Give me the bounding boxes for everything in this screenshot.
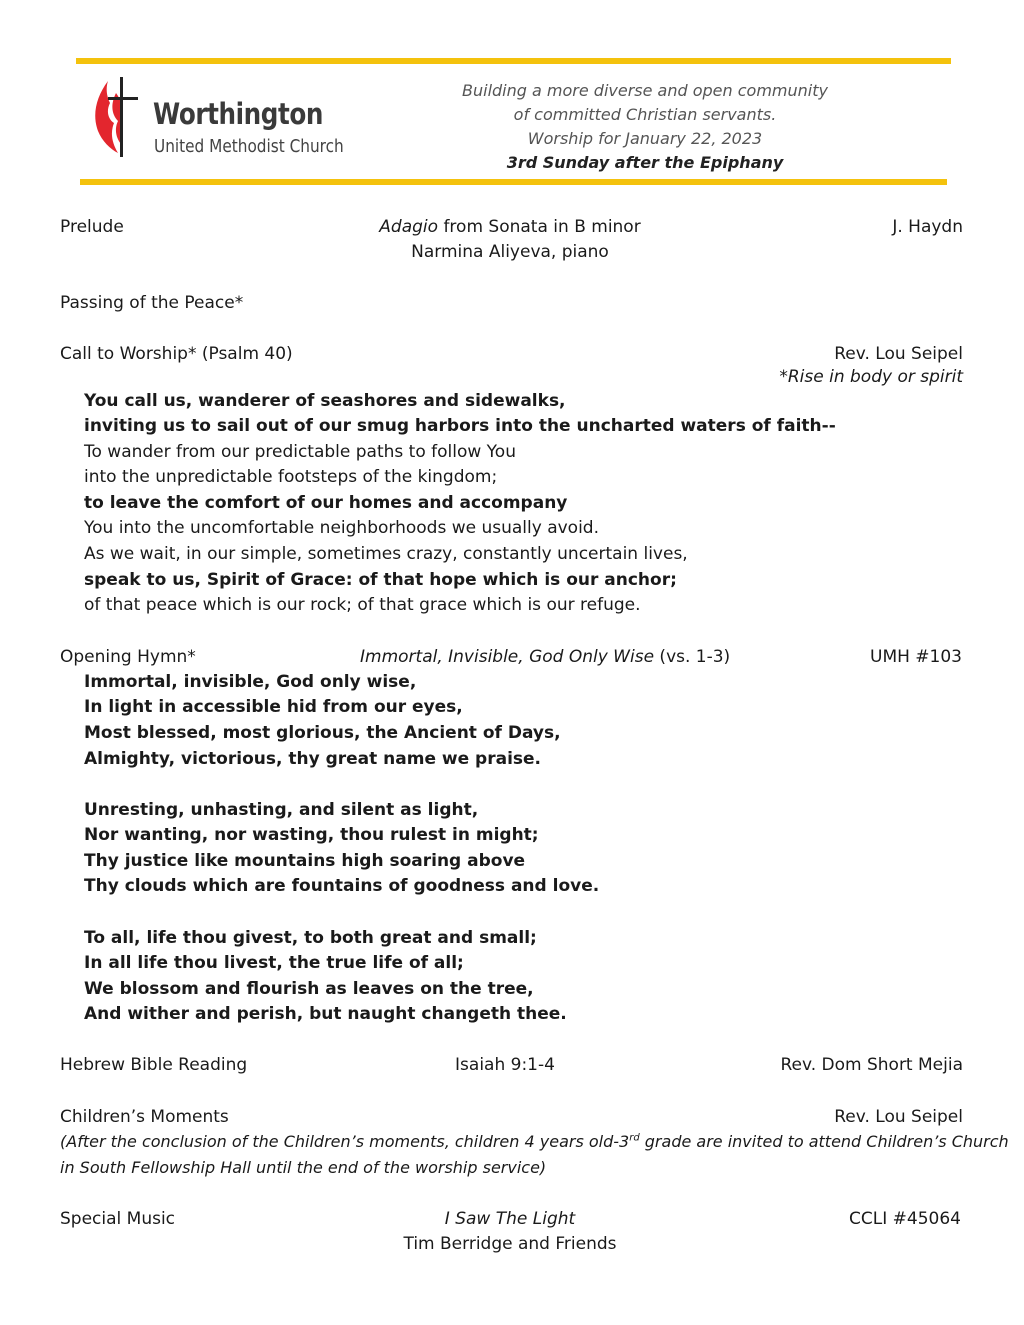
children-note-line-1: [60, 1132, 1009, 1151]
call-to-worship-label: Call to Worship* (Psalm 40): [60, 344, 293, 364]
liturgical-sunday: 3rd Sunday after the Epiphany: [506, 153, 784, 172]
hymn-line: And wither and perish, but naught changeth thee.: [84, 1004, 567, 1024]
hymn-line: Unresting, unhasting, and silent as light,: [84, 800, 479, 820]
org-name: Worthington: [153, 97, 323, 131]
call-line: You into the uncomfortable neighborhoods we usually avoid.: [84, 518, 599, 538]
special-music-title: I Saw The Light: [444, 1209, 576, 1229]
hymn-line: In light in accessible hid from our eyes,: [84, 697, 463, 717]
children-label: Children’s Moments: [60, 1107, 229, 1127]
children-note-a: (After the conclusion of the Children’s moments, children 4 years old-3: [60, 1132, 630, 1151]
prelude-label: Prelude: [60, 217, 124, 237]
call-line: inviting us to sail out of our smug harbors into the uncharted waters of faith--: [84, 416, 836, 436]
hymn-title: [360, 647, 730, 667]
peace-label: Passing of the Peace*: [60, 293, 244, 313]
children-note-line-2: in South Fellowship Hall until the end of the worship service): [60, 1158, 547, 1177]
call-to-worship-leader: Rev. Lou Seipel: [834, 344, 963, 364]
hymn-line: Almighty, victorious, thy great name we praise.: [84, 749, 542, 769]
hymn-line: Most blessed, most glorious, the Ancient of Days,: [84, 723, 561, 743]
hymn-line: Nor wanting, nor wasting, thou rulest in might;: [84, 825, 539, 845]
prelude-composer: J. Haydn: [892, 217, 963, 237]
hymn-number: UMH #103: [870, 647, 962, 667]
worship-date: Worship for January 22, 2023: [527, 129, 763, 148]
hymn-title-italic: Immortal, Invisible, God Only Wise: [360, 647, 655, 667]
header-top-rule: [76, 58, 951, 64]
hymn-line: Thy clouds which are fountains of goodness and love.: [84, 876, 600, 896]
hymn-line: Immortal, invisible, God only wise,: [84, 672, 417, 692]
call-line: You call us, wanderer of seashores and sidewalks,: [84, 391, 566, 411]
call-line: As we wait, in our simple, sometimes crazy, constantly uncertain lives,: [84, 544, 688, 564]
rise-note: *Rise in body or spirit: [779, 367, 963, 387]
special-music-performer: Tim Berridge and Friends: [403, 1234, 617, 1254]
special-music-label: Special Music: [60, 1209, 176, 1229]
cross-and-flame-icon: [90, 75, 140, 161]
prelude-title-italic: Adagio: [379, 217, 439, 237]
call-line: speak to us, Spirit of Grace: of that hope which is our anchor;: [84, 570, 677, 590]
reading-passage: Isaiah 9:1-4: [455, 1055, 555, 1075]
org-subtitle: United Methodist Church: [154, 136, 344, 157]
special-music-license: CCLI #45064: [849, 1209, 961, 1229]
children-note-b: grade are invited to attend Children’s Church: [639, 1132, 1009, 1151]
reading-reader: Rev. Dom Short Mejia: [780, 1055, 963, 1075]
prelude-title-rest: from Sonata in B minor: [438, 217, 641, 237]
prelude-performer: Narmina Aliyeva, piano: [411, 242, 609, 262]
header-bottom-rule: [80, 179, 947, 185]
hymn-line: We blossom and flourish as leaves on the tree,: [84, 979, 534, 999]
children-leader: Rev. Lou Seipel: [834, 1107, 963, 1127]
hymn-line: To all, life thou givest, to both great and small;: [84, 928, 537, 948]
tagline-line-1: Building a more diverse and open community: [462, 81, 828, 100]
hymn-label: Opening Hymn*: [60, 647, 196, 667]
hymn-verses: (vs. 1-3): [654, 647, 731, 667]
call-line: into the unpredictable footsteps of the kingdom;: [84, 467, 498, 487]
hymn-line: Thy justice like mountains high soaring above: [84, 851, 526, 871]
prelude-title: [300, 217, 720, 237]
call-line: of that peace which is our rock; of that grace which is our refuge.: [84, 595, 641, 615]
reading-label: Hebrew Bible Reading: [60, 1055, 248, 1075]
call-line: to leave the comfort of our homes and accompany: [84, 493, 568, 513]
call-line: To wander from our predictable paths to follow You: [84, 442, 516, 462]
hymn-line: In all life thou livest, the true life of all;: [84, 953, 464, 973]
children-note-sup: rd: [629, 1132, 640, 1144]
tagline-line-2: of committed Christian servants.: [513, 105, 777, 124]
